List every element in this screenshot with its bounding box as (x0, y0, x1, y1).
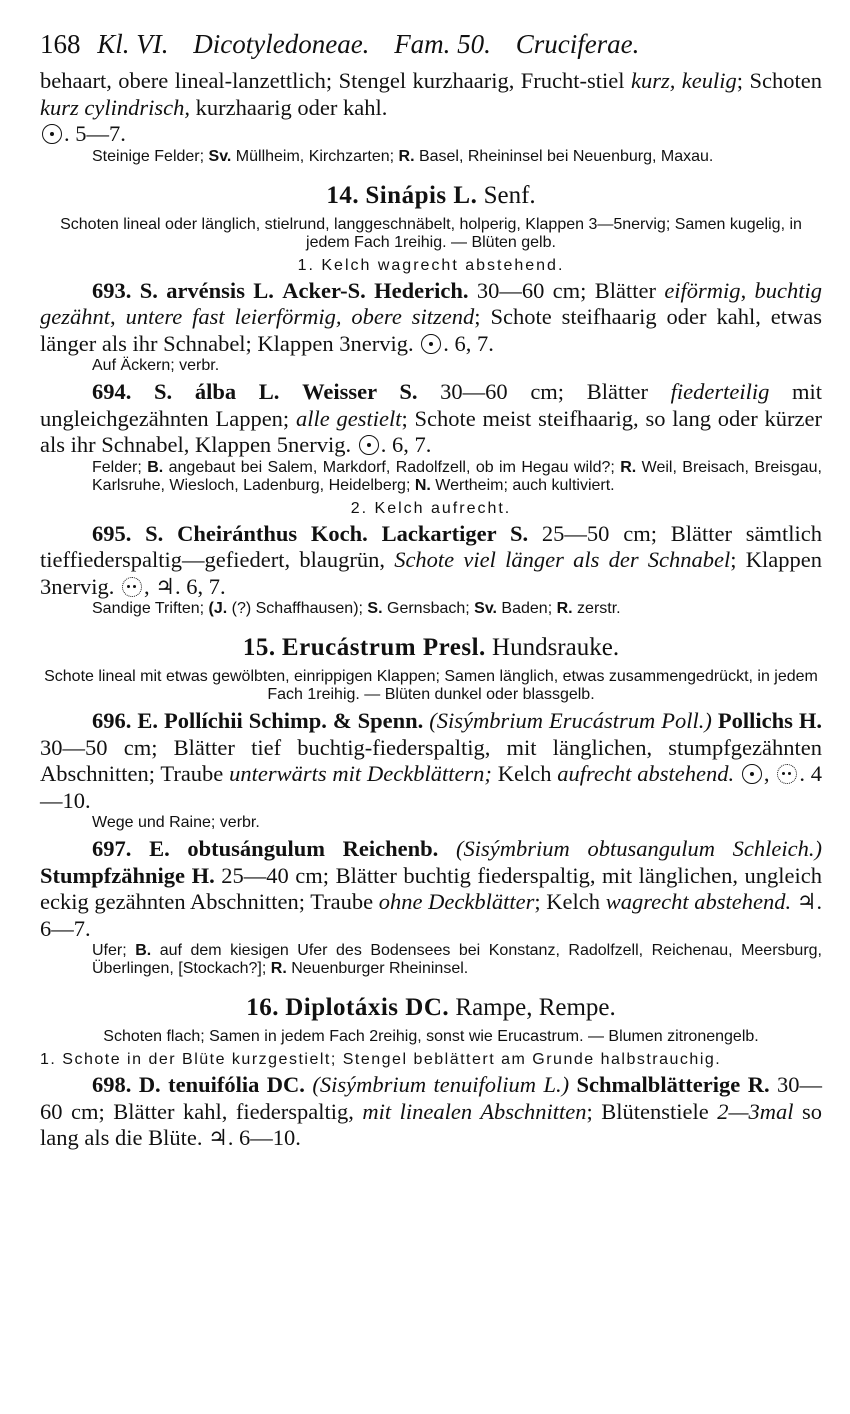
locality-text: auf dem kiesigen Ufer des Bodensees bei Konstanz, Radolfzell, Reichenau, Meersburg, Überlingen, [Stockach?]; (92, 942, 822, 977)
locality-text: Felder; (92, 458, 148, 476)
species-number: 693. (92, 277, 132, 303)
region-abbrev: R. (398, 147, 415, 165)
species-text: ; Schote steifhaarig oder kahl, etwas länger als ihr Schnabel; Klappen 3nervig. (40, 304, 823, 356)
species-em: eiförmig (664, 277, 741, 303)
genus-number: 16. (246, 994, 279, 1021)
region-abbrev: B. (147, 458, 164, 476)
header-klasse: Kl. VI. (97, 29, 169, 59)
species-description (40, 1072, 822, 1152)
locality-text: Neuenburger Rheininsel. (286, 960, 469, 977)
header-unterklasse: Dicotyledoneae. (193, 29, 370, 59)
species-entry-693 (40, 278, 822, 376)
species-name: E. obtusángulum Reichenb. (149, 836, 439, 861)
species-name: S. álba L. (154, 379, 280, 404)
species-synonym: (Sisýmbrium Erucástrum Poll.) (429, 708, 712, 733)
perennial-symbol: ♃ (155, 573, 175, 599)
page-number: 168 (40, 29, 81, 59)
species-description: 693. S. arvénsis L. Acker-S. Hederich. 30—60 cm; Blätter eiförmig, buchtig gezähnt, untere fast leierförmig, obere sitzend; Schote steifhaarig oder kahl, etwas länger als ihr Schnabel; Klappen 3nervig. . 6, 7. (40, 277, 823, 356)
species-entry-695 (40, 521, 822, 619)
biennial-symbol-icon (122, 577, 142, 597)
intro-em: kurz cylindrisch, (40, 94, 190, 120)
species-description (40, 836, 822, 942)
species-vernacular: Stumpfzähnige H. (40, 862, 215, 888)
species-name: S. arvénsis L. (139, 277, 274, 303)
genus-name: Erucástrum Presl. (281, 634, 486, 661)
key-line: 1. Kelch wagrecht abstehend. (297, 256, 565, 274)
species-number: 696. (92, 708, 132, 733)
region-abbrev: R. (556, 600, 573, 617)
species-description: 696. E. Pollíchii Schimp. & Spenn. (Sisýmbrium Erucástrum Poll.) Pollichs H. 30—50 cm; Blätter tief buchtig-fiederspaltig, mit länglichen, stumpfgezähnten Abschnitten; Traube unterwärts mit Deckblättern; Kelch aufrecht abstehend. , . 4—10. (40, 708, 823, 813)
genus-description: Schote lineal mit etwas gewölbten, einrippigen Klappen; Samen länglich, etwas zusammengedrückt, in jedem Fach 1reihig. — Blüten dunkel oder blassgelb. (44, 668, 818, 703)
region-abbrev: R. (620, 458, 637, 476)
species-name: E. Pollíchii Schimp. & Spenn. (137, 708, 424, 733)
genus-description: Schoten flach; Samen in jedem Fach 2reihig, sonst wie Erucastrum. — Blumen zitronengelb. (103, 1028, 759, 1045)
region-abbrev: (J. (208, 600, 228, 617)
genus-vernacular: Hundsrauke. (492, 634, 620, 661)
species-number: 694. (92, 379, 132, 404)
region-abbrev: B. (135, 942, 152, 959)
flowering-months: 6, 7. (454, 330, 494, 356)
species-text: 25—50 cm; Blätter sämtlich tieffiederspaltig—gefiedert, blaugrün, (40, 520, 822, 572)
species-text: 30—60 cm; Blätter (417, 379, 671, 404)
species-em: mit linealen Abschnitten (362, 1098, 587, 1124)
species-description: 694. S. álba L. Weisser S. 30—60 cm; Blätter fiederteilig mit ungleichgezähnten Lappen; alle gestielt; Schote meist steifhaarig, so lang oder kürzer als ihr Schnabel, Klappen 5nervig. . 6, 7. (40, 379, 823, 457)
species-entry-696 (40, 708, 822, 832)
species-number: 698. (92, 1072, 132, 1097)
locality-text: Wertheim; auch kultiviert. (430, 476, 615, 494)
running-header (40, 24, 822, 68)
species-text: Kelch (491, 761, 558, 786)
genus-name: Diplotáxis DC. (285, 994, 450, 1021)
species-text: ; Klappen 3nervig. (40, 547, 822, 599)
region-abbrev: R. (270, 960, 287, 977)
intro-locality (40, 148, 822, 166)
locality-text: zerstr. (572, 600, 621, 617)
species-text: , (740, 277, 755, 303)
annual-symbol-icon (421, 334, 441, 354)
species-em: Schote viel länger als der Schnabel (394, 547, 731, 572)
species-locality: Wege und Raine; verbr. (92, 814, 260, 831)
locality-text: (?) Schaffhausen); (227, 600, 368, 617)
annual-symbol-icon (42, 124, 62, 144)
species-text: 30—50 cm; Blätter tief buchtig-fiederspaltig, mit länglichen, stumpfgezähnten Abschnitten; Traube (40, 734, 822, 786)
species-vernacular: Schmalblätterige R. (576, 1072, 770, 1097)
species-entry-694 (40, 379, 822, 495)
intro-em: kurz, keulig (630, 68, 737, 93)
biennial-symbol-icon (777, 764, 797, 784)
species-text: mit ungleichgezähnten Lappen; (40, 379, 823, 431)
species-locality (40, 942, 822, 978)
perennial-symbol: ♃. (208, 1125, 234, 1150)
species-text: 30—60 cm; Blätter kahl, fiederspaltig, (40, 1072, 823, 1124)
region-abbrev: Sv. (474, 600, 497, 617)
intro-entry (40, 68, 822, 166)
species-locality (40, 600, 822, 618)
header-familie: Fam. 50. (394, 29, 491, 59)
annual-symbol-icon (742, 764, 762, 784)
genus-heading-14 (40, 180, 822, 212)
genus-description: Schoten lineal oder länglich, stielrund, langgeschnäbelt, holperig, Klappen 3—5nervig; Samen kugelig, in jedem Fach 1reihig. — Blüten gelb. (60, 215, 802, 251)
species-text: so lang als die Blüte. (40, 1098, 822, 1150)
species-em: aufrecht abstehend. (557, 761, 735, 786)
locality-text: Weil, Breisach, Breisgau, Karlsruhe, Wiesloch, Ladenburg, Heidelberg; (92, 458, 823, 494)
species-em: unterwärts mit Deckblättern; (229, 761, 492, 786)
intro-text: behaart, obere lineal-lanzettlich; Stengel kurzhaarig, Frucht-stiel (40, 68, 631, 93)
intro-text: ; Schoten (736, 68, 822, 93)
genus-number: 15. (242, 634, 276, 661)
locality-text: Basel, Rheininsel bei Neuenburg, Maxau. (414, 147, 714, 165)
species-name: D. tenuifólia DC. (138, 1072, 305, 1097)
species-vernacular: Pollichs H. (717, 708, 823, 733)
species-em: buchtig gezähnt (40, 277, 823, 329)
species-text: 30—60 cm; Blätter (468, 277, 665, 303)
locality-text: Sandige Triften; (92, 600, 209, 617)
header-familienname: Cruciferae. (515, 29, 640, 59)
page (40, 24, 822, 1156)
flowering-months: 5—7. (75, 121, 126, 146)
perennial-symbol: ♃. (796, 889, 822, 914)
species-entry-698 (40, 1072, 822, 1152)
species-synonym: (Sisýmbrium obtusangulum Schleich.) (456, 836, 822, 861)
flowering-months: 6—7. (40, 915, 91, 941)
species-em: wagrecht abstehend. (605, 889, 792, 914)
locality-text: Baden; (496, 600, 557, 617)
species-locality: Auf Äckern; verbr. (92, 357, 220, 374)
locality-text: Ufer; (92, 942, 136, 959)
flowering-months: 6—10. (238, 1125, 301, 1150)
flowering-months: 6, 7. (392, 432, 432, 457)
species-locality (40, 459, 822, 495)
species-description: 695. S. Cheiránthus Koch. Lackartiger S. 25—50 cm; Blätter sämtlich tieffiederspaltig—gefiedert, blaugrün, Schote viel länger als der Schnabel; Klappen 3nervig. , ♃. 6, 7. (40, 520, 822, 599)
species-synonym: (Sisýmbrium tenuifolium L.) (312, 1072, 570, 1097)
flowering-months: 6, 7. (186, 573, 226, 599)
genus-vernacular: Rampe, Rempe. (455, 994, 616, 1021)
locality-text: Steinige Felder; (92, 147, 209, 165)
locality-text: angebaut bei Salem, Markdorf, Radolfzell, ob im Hegau wild?; (163, 458, 621, 476)
region-abbrev: N. (414, 476, 431, 494)
species-number: 695. (92, 520, 132, 546)
species-em: fiederteilig (670, 379, 770, 404)
species-vernacular: Lackartiger S. (381, 520, 529, 546)
species-text: ; Schote meist steifhaarig, so lang oder kürzer als ihr Schnabel, Klappen 5nervig. (40, 405, 822, 457)
genus-vernacular: Senf. (483, 181, 536, 209)
species-text: 25—40 cm; Blätter buchtig fiederspaltig, mit länglichen, ungleich eckig gezähnten Abschnitten; Traube (40, 862, 822, 914)
species-vernacular: Acker-S. Hederich. (282, 277, 469, 303)
flowering-months: 4—10. (40, 761, 823, 813)
genus-heading-16 (40, 992, 822, 1024)
genus-name: Sinápis L. (365, 181, 478, 209)
species-text: ; Kelch (534, 889, 606, 914)
species-text: , (110, 304, 126, 329)
region-abbrev: Sv. (208, 147, 232, 165)
species-em: 2—3mal (717, 1098, 794, 1124)
genus-heading-15 (40, 632, 822, 664)
region-abbrev: S. (367, 600, 383, 617)
intro-description: behaart, obere lineal-lanzettlich; Stengel kurzhaarig, Frucht-stiel kurz, keulig; Schoten kurz cylindrisch, kurzhaarig oder kahl. . 5—7. (40, 68, 822, 146)
genus-number: 14. (326, 181, 360, 209)
intro-text: kurzhaarig oder kahl. (189, 94, 388, 120)
annual-symbol-icon (359, 435, 379, 455)
locality-text: Gernsbach; (382, 600, 475, 617)
species-em: ohne Deckblätter (378, 889, 535, 914)
species-vernacular: Weisser S. (302, 379, 418, 404)
key-line: 2. Kelch aufrecht. (350, 499, 512, 517)
locality-text: Müllheim, Kirchzarten; (231, 147, 399, 165)
species-name: S. Cheiránthus Koch. (145, 520, 368, 546)
species-em: untere fast leierförmig, obere sitzend (125, 304, 475, 329)
species-entry-697 (40, 836, 822, 978)
species-text: ; Blütenstiele (586, 1098, 718, 1124)
key-line: 1. Schote in der Blüte kurzgestielt; Stengel beblättert am Grunde halbstrauchig. (40, 1051, 722, 1068)
species-number: 697. (92, 836, 132, 861)
species-em: alle gestielt (295, 405, 402, 431)
